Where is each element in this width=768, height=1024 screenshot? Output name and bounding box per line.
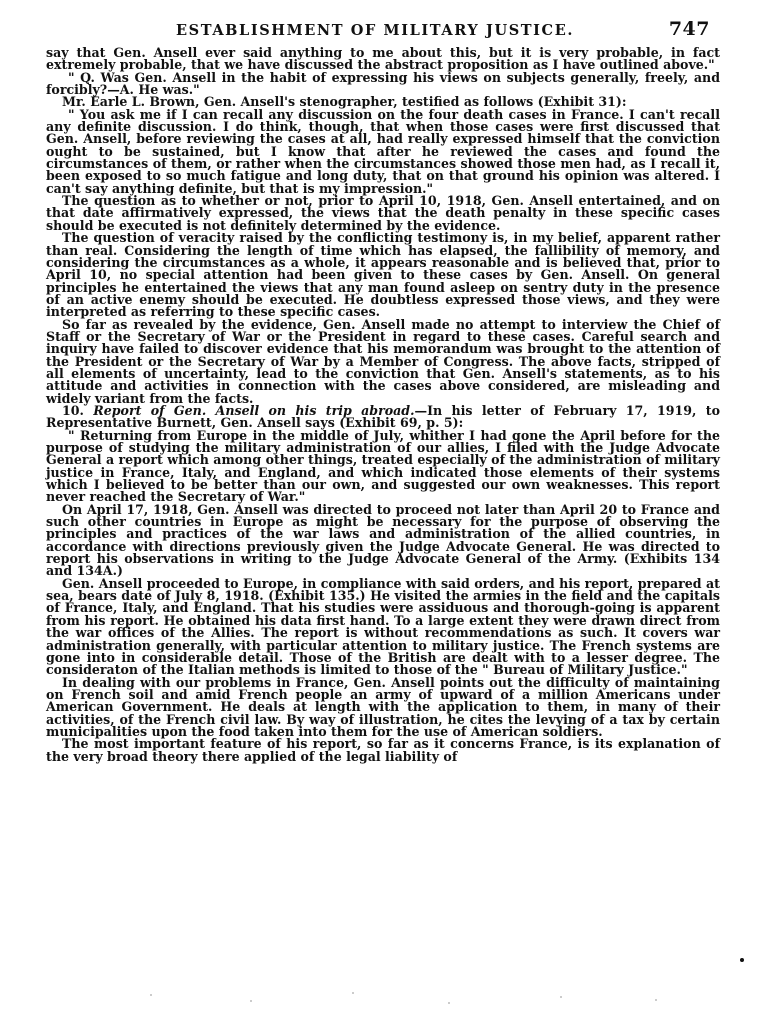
- paragraph: " You ask me if I can recall any discussion on the four death cases in France. I can't recall any definite discussion. I do think, though, that when those cases were first discussed that Gen. Ansell, before reviewing the cases at all, had really expressed himself that the conviction ought to be sustained, but I know that after he reviewed the cases and found the circumstances of them, or rather when the circumstances showed those men had, as I recall it, been exposed to so much fatigue and long duty, that on that ground his opinion was altered. I can't say anything definite, but that is my impression.": [46, 106, 720, 196]
- paragraph: In dealing with our problems in France, Gen. Ansell points out the difficulty of maintaining on French soil and amid French people an army of upward of a million Americans under American Government. He deals at length with the application to them, in many of their activities, of the French civil law. By way of illustration, he cites the levying of a tax by certain municipalities upon the food taken into them for the use of American soldiers.: [46, 674, 720, 739]
- margin-dot: [740, 958, 744, 962]
- paragraph: " Q. Was Gen. Ansell in the habit of expressing his views on subjects generally, freely, and forcibly?—A. He was.": [46, 69, 720, 98]
- section-number: 10.: [62, 402, 84, 418]
- paragraph: So far as revealed by the evidence, Gen. Ansell made no attempt to interview the Chief of Staff or the Secretary of War or the President in regard to these cases. Careful search and inquiry have failed to discover evidence that his memorandum was brought to the attention of the President or the Secretary of War by a Member of Congress. The above facts, stripped of all elements of uncertainty, lead to the conviction that Gen. Ansell's statements, as to his attitude and activities in connection with the cases above considered, are misleading and widely variant from the facts.: [46, 316, 720, 406]
- section-heading: Report of Gen. Ansell on his trip abroad.: [93, 402, 415, 418]
- quote-mark: ": [68, 427, 80, 443]
- page-header: [44, 18, 716, 44]
- paragraph: The question of veracity raised by the conflicting testimony is, in my belief, apparent rather than real. Considering the length of time which has elapsed, the fallibility of memory, and considering the circumstances as a whole, it appears reasonable and is believed that, prior to April 10, no special attention had been given to these cases by Gen. Ansell. On general principles he entertained the views that any man found asleep on sentry duty in the presence of an active enemy should be executed. He doubtless expressed those views, and they were interpreted as referring to these specific cases.: [46, 230, 720, 320]
- scan-artifacts: [0, 985, 768, 1015]
- paragraph: On April 17, 1918, Gen. Ansell was directed to proceed not later than April 20 to France and such other countries in Europe as might be necessary for the purpose of observing the principles and practices of the war laws and administration of the allied countries, in accordance with directions previously given the Judge Advocate General. He was directed to report his observations in writing to the Judge Advocate General of the Army. (Exhibits 134 and 134A.): [46, 501, 720, 579]
- page-number: 747: [668, 18, 710, 40]
- body-text: [46, 47, 720, 763]
- paragraph: say that Gen. Ansell ever said anything to me about this, but it is very probable, in fact extremely probable, that we have discussed the abstract proposition as I have outlined above.": [46, 45, 720, 73]
- paragraph: The question as to whether or not, prior to April 10, 1918, Gen. Ansell entertained, and on that date affirmatively expressed, the views that the death penalty in these specific cases should be executed is not definitely determined by the evidence.: [46, 193, 720, 233]
- section-text: —In his letter of February 17, 1919, to Representative Burnett, Gen. Ansell says (Exhibit 69, p. 5):: [46, 402, 720, 431]
- paragraph: [46, 427, 720, 505]
- paragraph: Gen. Ansell proceeded to Europe, in compliance with said orders, and his report, prepared at sea, bears date of July 8, 1918. (Exhibit 135.) He visited the armies in the field and the capitals of France, Italy, and England. That his studies were assiduous and thorough-going is apparent from his report. He obtained his data first hand. To a large extent they were drawn direct from the war offices of the Allies. The report is without recommendations as such. It covers war administration generally, with particular attention to military justice. The French systems are gone into in considerable detail. Those of the British are dealt with to a lesser degree. The consideraton of the Italian methods is limited to those of the " Bureau of Military Justice.": [46, 575, 720, 678]
- paragraph: Mr. Earle L. Brown, Gen. Ansell's stenographer, testified as follows (Exhibit 31):: [62, 94, 627, 110]
- section-10-paragraph: [46, 402, 720, 431]
- running-head: ESTABLISHMENT OF MILITARY JUSTICE.: [176, 22, 574, 39]
- quoted-text: Returning from Europe in the middle of July, whither I had gone the April before for the purpose of studying the military administration of our allies, I filed with the Judge Advocate General a report which among other things, treated especially of the administration of military justice in France, Italy, and England, and which indicated those elements of their systems which I believed to be better than our own, and suggested our own weaknesses. This report never reached the Secretary of War.": [46, 427, 720, 505]
- paragraph: The most important feature of his report, so far as it concerns France, is its explanation of the very broad theory there applied of the legal liability of: [46, 736, 720, 764]
